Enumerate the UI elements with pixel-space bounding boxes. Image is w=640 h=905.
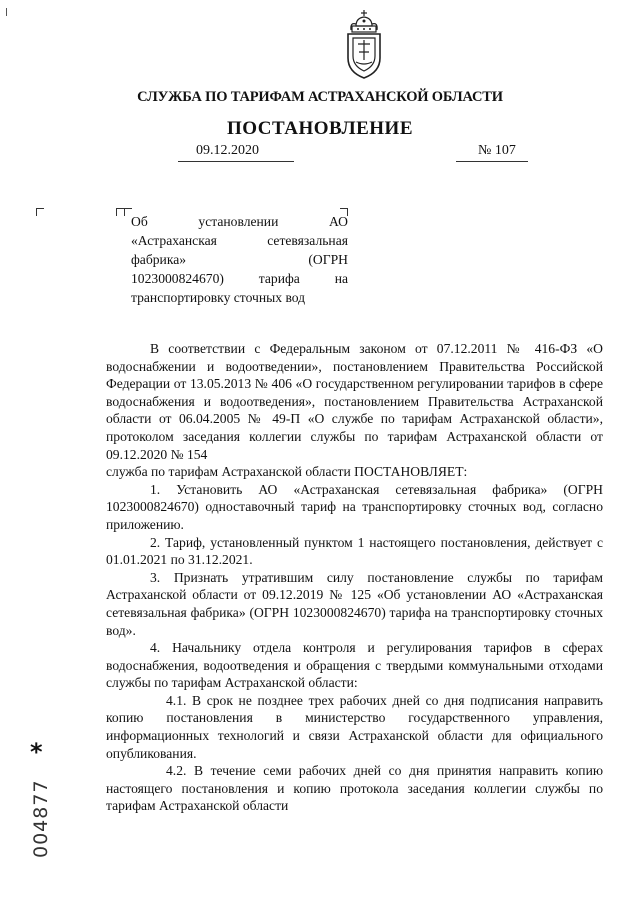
- document-body: [106, 340, 603, 815]
- serial-stamp: [26, 738, 56, 864]
- stamp-serial: 004877: [30, 779, 52, 858]
- date-underline: [178, 161, 294, 162]
- subject-line: 1023000824670) тарифа на: [131, 271, 348, 286]
- subitem-paragraph: 4.1. В срок не позднее трех рабочих дней со дня подписания направить копию постановления в министерство государственного управления, информационных технологий и связи Астраханской области для официального опубликования.: [106, 692, 603, 761]
- stamp-asterisk: *: [30, 738, 43, 766]
- margin-corner-mark: [36, 208, 44, 216]
- subitem-paragraph: 4.2. В течение семи рабочих дней со дня принятия направить копию настоящего постановления и копию протокола заседания коллегии службы по тарифам Астраханской области: [106, 763, 603, 814]
- document-type-title: ПОСТАНОВЛЕНИЕ: [226, 118, 414, 139]
- coat-of-arms-icon: [342, 8, 386, 80]
- subject-line: транспортировку сточных вод: [131, 290, 306, 305]
- document-number: № 107: [478, 143, 516, 158]
- preamble-paragraph: В соответствии с Федеральным законом от 07.12.2011 № 416-ФЗ «О водоснабжении и водоотведении», постановлением Правительства Российской Федерации от 13.05.2013 № 406 «О государственном регулировании тарифов в сфере водоснабжения и водоотведения», постановлением Правительства Астраханской области от 06.04.2005 № 49-П «О службе по тарифам Астраханской области», протоколом заседания коллегии службы по тарифам Астраханской области от 09.12.2020 № 154: [106, 341, 603, 462]
- subject-line: Об установлении АО: [131, 214, 348, 229]
- item-paragraph: 1. Установить АО «Астраханская сетевязальная фабрика» (ОГРН 1023000824670) одноставочный тариф на транспортировку сточных вод, согласно приложению.: [106, 481, 603, 532]
- subject-line: фабрика» (ОГРН: [131, 252, 348, 267]
- item-paragraph: 2. Тариф, установленный пунктом 1 настоящего постановления, действует с 01.01.2021 по 31.12.2021.: [106, 534, 603, 568]
- resolution-line: служба по тарифам Астраханской области ПОСТАНОВЛЯЕТ:: [106, 464, 468, 480]
- item-paragraph: 4. Начальнику отдела контроля и регулирования тарифов в сферах водоснабжения, водоотведения и обращения с твердыми коммунальными отходами службы по тарифам Астраханской области:: [106, 640, 603, 691]
- number-underline: [456, 161, 528, 162]
- subject-line: «Астраханская сетевязальная: [131, 233, 348, 248]
- item-paragraph: 3. Признать утратившим силу постановление службы по тарифам Астраханской области от 09.12.2019 № 125 «Об установлении АО «Астраханская сетевязальная фабрика» (ОГРН 1023000824670) тарифа на транспортировку сточных вод».: [106, 569, 603, 638]
- document-subject: [131, 212, 348, 307]
- subject-corner-left: [116, 208, 124, 216]
- document-date: 09.12.2020: [196, 143, 259, 158]
- scan-mark: [6, 8, 7, 16]
- organization-title: СЛУЖБА ПО ТАРИФАМ АСТРАХАНСКОЙ ОБЛАСТИ: [137, 89, 503, 105]
